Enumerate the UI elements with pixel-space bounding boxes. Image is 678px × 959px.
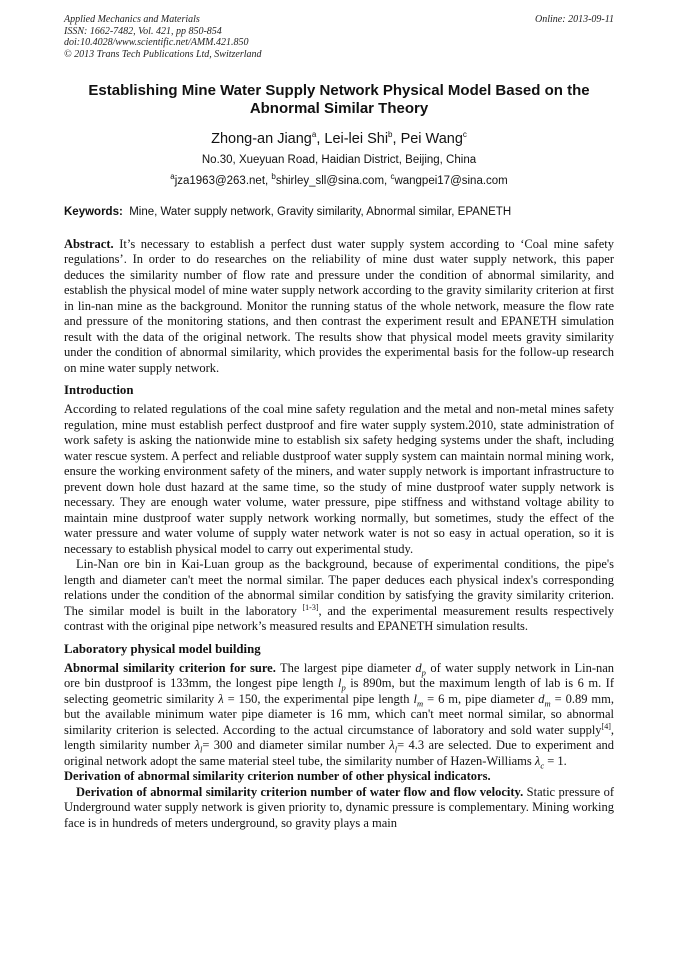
math-sub: l [394, 744, 398, 755]
intro-paragraph-1: According to related regulations of the coal mine safety regulation and the metal and non-metal mines safety regulation, mine must establish perfect dustproof and fire water supply system.2010, state administration of work safety is asking the nationwide mine to establish six safety hedging systems under the shaft, including water rescue system. A perfect and reliable dustproof water supply system can maintain normal mining work, ensure the working environment safety of the miners, and water supply network is important infrastructure to prevent down hole dust hazard at the same time, so the study of mine dustproof water supply network is necessary. They are enough water volume, water pressure, pipe stiffness and withstand voltage ability to maintain mine dustproof water supply network working normally, but sometimes, study the effect of the water pressure and water volume of supply water network water is not so easy in actual operation, so it is necessary to establish physical model to carry out experimental study. [64, 402, 614, 556]
math-sub: p [421, 667, 426, 678]
math-sub: m [544, 698, 551, 709]
math-var: l [413, 691, 417, 706]
author-affiliation-mark: c [462, 130, 467, 139]
lab-paragraph [64, 661, 614, 770]
derivation-label: Derivation of abnormal similarity criterion number of water flow and flow velocity. [76, 784, 524, 799]
math-var: λ [534, 753, 541, 768]
citation-ref[interactable]: [1-3] [302, 602, 319, 612]
abstract [64, 237, 614, 377]
email-link[interactable]: jza1963@263.net [174, 174, 266, 187]
email-link[interactable]: wangpei17@sina.com [394, 174, 508, 187]
text-run: = 150, the experimental pipe length [227, 691, 410, 706]
journal-name: Applied Mechanics and Materials [64, 14, 200, 25]
math-var: l [337, 676, 342, 691]
intro-paragraph-2 [64, 557, 614, 635]
author-name: Pei Wang [400, 130, 463, 147]
derivation-paragraph [64, 785, 614, 832]
text-run: = 6 m, pipe diameter [427, 691, 535, 706]
paper-title: Establishing Mine Water Supply Network Physical Model Based on the Abnormal Similar Theory [88, 82, 590, 117]
intro-paragraph-2-text: Lin-Nan ore bin in Kai-Luan group as the background, because of experimental conditions, the pipe's length and diameter can't meet the normal similar. The paper deduces each physical index's corresponding relations under the condition of the abnormal similar condition by satisfying the gravity similarity criterion. The similar model is built in the laboratory [64, 557, 614, 618]
copyright-line: © 2013 Trans Tech Publications Ltd, Switzerland [64, 48, 262, 60]
intro-paragraph-2-text-end: , and the experimental measurement results respectively contrast with the original pipe network’s measured results and EPANETH simulation results. [64, 603, 614, 634]
math-sub: p [341, 682, 346, 693]
email-mark: b [271, 171, 276, 181]
text-run: , length similarity number [64, 722, 614, 753]
author-affiliation-mark: a [311, 130, 317, 139]
text-run: = 1. [547, 753, 567, 768]
derivation-text: Static pressure of Underground water supply network is given priority to, dynamic pressure is complementary. Mining working face is in hundreds of meters underground, so gravity plays a main [64, 784, 615, 830]
online-date: Online: 2013-09-11 [535, 14, 614, 25]
email-mark: a [170, 171, 175, 181]
math-var: d [415, 660, 422, 675]
author-address: No.30, Xueyuan Road, Haidian District, Beijing, China [201, 153, 477, 166]
author-name: Lei-lei Shi [324, 130, 389, 147]
math-var: λ [194, 738, 200, 753]
math-var: d [538, 691, 545, 706]
text-run: The largest pipe diameter [280, 660, 411, 675]
math-sub: l [199, 744, 203, 755]
abstract-text: It’s necessary to establish a perfect dust water supply system according to ‘Coal mine safety regulations’. In order to do researches on the reliability of mine dust water supply network, this paper deduces the similarity number of flow rate and pressure under the condition of abnormal similarity, and establish the physical model of mine water supply network according to the gravity similarity criterion at first in lin-nan mine as the background. Monitor the running status of the whole network, measure the flow rate and pressure of the monitoring stations, and then contrast the experiment result and EPANETH simulation result with the data of the original network. The results show that physical model meets gravity similarity under the condition of abnormal similarity, which provides the experimental basis for the follow-up research on mine water supply network. [64, 236, 614, 375]
author-affiliation-mark: b [388, 130, 393, 139]
text-run: of water supply network in Lin-nan ore bin dustproof is 133mm, the longest pipe length [64, 660, 615, 691]
citation-ref[interactable]: [4] [601, 721, 611, 731]
keywords-label: Keywords: [64, 205, 123, 218]
issn-line: ISSN: 1662-7482, Vol. 421, pp 850-854 [64, 25, 222, 37]
keywords [64, 206, 614, 218]
author-emails: $^a$jza1963@263.net, $^b$shirley_sll@sina.com, $^c$wangpei17@sina.com [170, 171, 508, 187]
author-name: Zhong-an Jiang [211, 130, 312, 147]
section-heading-lab-model: Laboratory physical model building [64, 641, 261, 656]
text-run: = 0.89 mm, but the available minimum water pipe diameter is 16 mm, which can't meet normal similar, so abnormal similarity criterion is selected. According to the actual circumstance of laboratory and sold water supply [64, 691, 614, 737]
math-var: λ [389, 738, 395, 753]
section-heading-introduction: Introduction [64, 383, 134, 398]
journal-header [64, 14, 614, 60]
email-mark: c [390, 171, 395, 181]
math-var: λ [218, 691, 224, 706]
doi-line: doi:10.4028/www.scientific.net/AMM.421.850 [64, 37, 249, 48]
author-list: Zhong-an Jiang$^a$, Lei-lei Shi$^b$, Pei Wang$^c$ [211, 130, 467, 147]
text-run: = 4.3 are selected. Due to experiment and original network adopt the same material steel tube, the similarity number of Hazen-Williams [64, 738, 615, 768]
abstract-label: Abstract. [64, 236, 114, 251]
paper-page [64, 14, 614, 831]
text-run: = 300 and diameter similar number [202, 738, 385, 753]
criterion-subheading: Abnormal similarity criterion for sure. [64, 660, 276, 675]
derivation-subheading: Derivation of abnormal similarity criterion number of other physical indicators. [64, 769, 491, 784]
math-sub: c [540, 760, 545, 771]
math-sub: m [416, 698, 424, 709]
email-link[interactable]: shirley_sll@sina.com [275, 174, 385, 187]
keywords-text: Mine, Water supply network, Gravity similarity, Abnormal similar, EPANETH [129, 205, 512, 218]
text-run: is 890m, but the maximum length of lab is 6 m. If selecting geometric similarity [64, 676, 615, 706]
